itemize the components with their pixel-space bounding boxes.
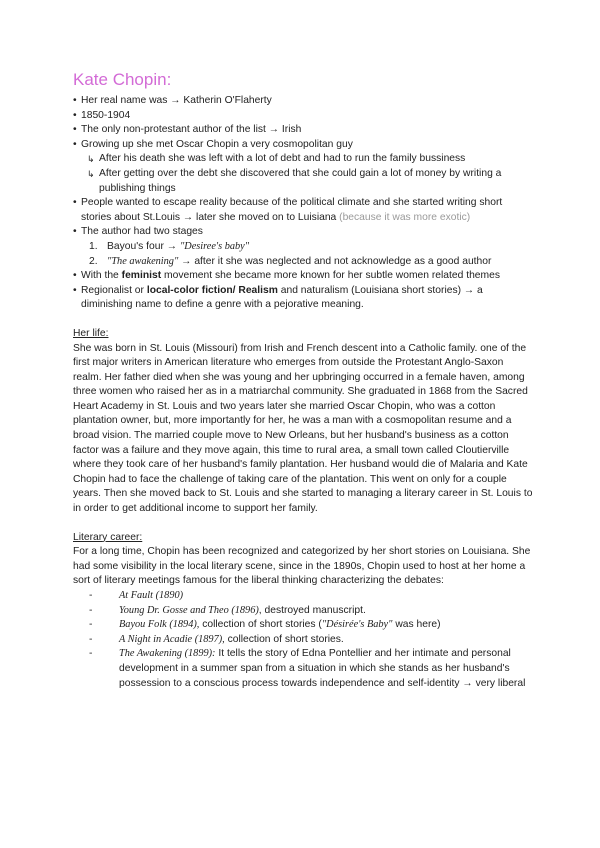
sub-bullet-debt — [87, 152, 533, 167]
dash-marker: - — [89, 633, 93, 645]
sub-bullet-money — [87, 167, 533, 196]
work-note: , destroyed manuscript. — [258, 604, 366, 616]
bullet-dot: • — [73, 109, 77, 121]
bullet-dot: • — [73, 284, 77, 296]
work-item-at-fault — [89, 589, 533, 604]
dash-marker: - — [89, 648, 93, 660]
work-item-night-in-acadie — [89, 633, 533, 648]
bold-term: local-color fiction/ Realism — [146, 284, 278, 296]
bullet-text: and naturalism (Louisiana short stories) → a diminishing name to define a genre with a pejorative meaning. — [81, 284, 483, 311]
bullet-dot: • — [73, 95, 77, 106]
bullet-text: Regionalist or — [81, 284, 144, 296]
work-title: The Awakening (1899): — [119, 648, 216, 660]
corner-arrow-icon: ↳ — [87, 154, 95, 165]
stage-text: Bayou's four → — [107, 240, 178, 252]
work-quote: "Désirée's Baby" — [321, 619, 393, 631]
stage-item-2 — [89, 255, 533, 270]
bold-term: feminist — [121, 270, 162, 282]
bullet-text: People wanted to escape reality because of the political climate and she started writing short stories about St.Louis → later she moved on to Luisiana — [81, 197, 503, 223]
dash-marker: - — [89, 604, 93, 616]
bullet-dot: • — [73, 270, 77, 282]
document-page — [73, 70, 533, 691]
bullet-text: movement she became more known for her subtle women related themes — [164, 270, 500, 282]
bullet-two-stages — [73, 225, 533, 240]
work-item-the-awakening — [89, 647, 533, 691]
bullet-text: The only non-protestant author of the list → Irish — [81, 124, 302, 136]
bullet-text: Her real name was → Katherin O'Flaherty — [81, 95, 272, 106]
stage-item-1 — [89, 240, 533, 255]
bullet-oscar — [73, 138, 533, 153]
stage-number: 1. — [89, 240, 98, 252]
bullet-dot: • — [73, 124, 77, 136]
literary-career-heading: Literary career: — [73, 531, 143, 543]
page-title: Kate Chopin: — [73, 70, 172, 89]
bullet-dot: • — [73, 197, 77, 209]
bullet-real-name — [73, 94, 533, 109]
work-title: Bayou Folk (1894), — [119, 619, 200, 631]
stage-text: → after it she was neglected and not acknowledge as a good author — [181, 255, 492, 267]
stage-title: "Desiree's baby" — [179, 240, 250, 252]
work-note: collection of short stories. — [227, 633, 344, 645]
work-note: collection of short stories ( — [202, 619, 322, 631]
bullet-regionalist — [73, 284, 533, 313]
work-note: It tells the story of Edna Pontellier and her intimate and personal development in a summer span from a situation in which she stands as her husband's possession to a conscious process towards independence and self-identity → very liberal — [119, 648, 526, 689]
work-item-bayou-folk — [89, 618, 533, 633]
her-life-heading: Her life: — [73, 327, 109, 339]
dash-marker: - — [89, 619, 93, 631]
bullet-non-protestant — [73, 123, 533, 138]
bullet-years — [73, 109, 533, 124]
gray-note: (because it was more exotic) — [339, 211, 471, 223]
literary-career-paragraph: For a long time, Chopin has been recognized and categorized by her short stories on Louisiana. She had some visibility in the local literary scene, since in the 1890s, Chopin used to host at her home a sort of literary meetings famous for the liberal thinking characterizing the debates: — [73, 546, 531, 587]
bullet-text: 1850-1904 — [81, 109, 131, 121]
sub-bullet-text: After his death she was left with a lot of debt and had to run the family bussiness — [99, 153, 466, 165]
stage-title: "The awakening" — [107, 255, 179, 267]
dash-marker: - — [89, 590, 93, 601]
bullet-escape-reality — [73, 196, 533, 225]
bullet-dot: • — [73, 138, 77, 150]
work-title: A Night in Acadie (1897), — [119, 633, 225, 645]
bullet-text: With the — [81, 270, 119, 282]
bullet-feminist — [73, 269, 533, 284]
bullet-text: Growing up she met Oscar Chopin a very cosmopolitan guy — [81, 138, 353, 150]
her-life-paragraph: She was born in St. Louis (Missouri) from Irish and French descent into a Catholic family. one of the first major writers in American literature who emerges from outside the Protestant Anglo-Saxon realm. Her father died when she was young and her upbringing occurred in a female haven, among three women who raised her as in a matriarchal community. She graduated in 1868 from the Sacred Heart Academy in St. Louis and two years later she married Oscar Chopin, who was a cotton plantation owner, but, more importantly for her, he was a man with a cosmopolitan resume and a broad vision. The married couple move to New Orleans, but her husband's business as a cotton factor was a failure and they move again, this time to rural area, a small town called Cloutierville where they took care of her husband's family plantation. Her husband would die of Malaria and Kate Chopin had to face the challenge of taking care of the plantation. This went on only for a couple years. Then she moved back to St. Louis and she started to managing a literary career in St. Louis to in order to get additional income to support her family. — [73, 342, 533, 515]
work-note: was here) — [395, 619, 441, 631]
work-title: Young Dr. Gosse and Theo (1896) — [119, 604, 259, 616]
bullet-text: The author had two stages — [81, 226, 203, 238]
stage-number: 2. — [89, 255, 98, 267]
work-item-young-dr-gosse — [89, 604, 533, 619]
work-title: At Fault (1890) — [119, 590, 184, 601]
corner-arrow-icon: ↳ — [87, 168, 95, 179]
bullet-dot: • — [73, 226, 77, 238]
sub-bullet-text: After getting over the debt she discovered that she could gain a lot of money by writing a publishing things — [99, 167, 502, 194]
